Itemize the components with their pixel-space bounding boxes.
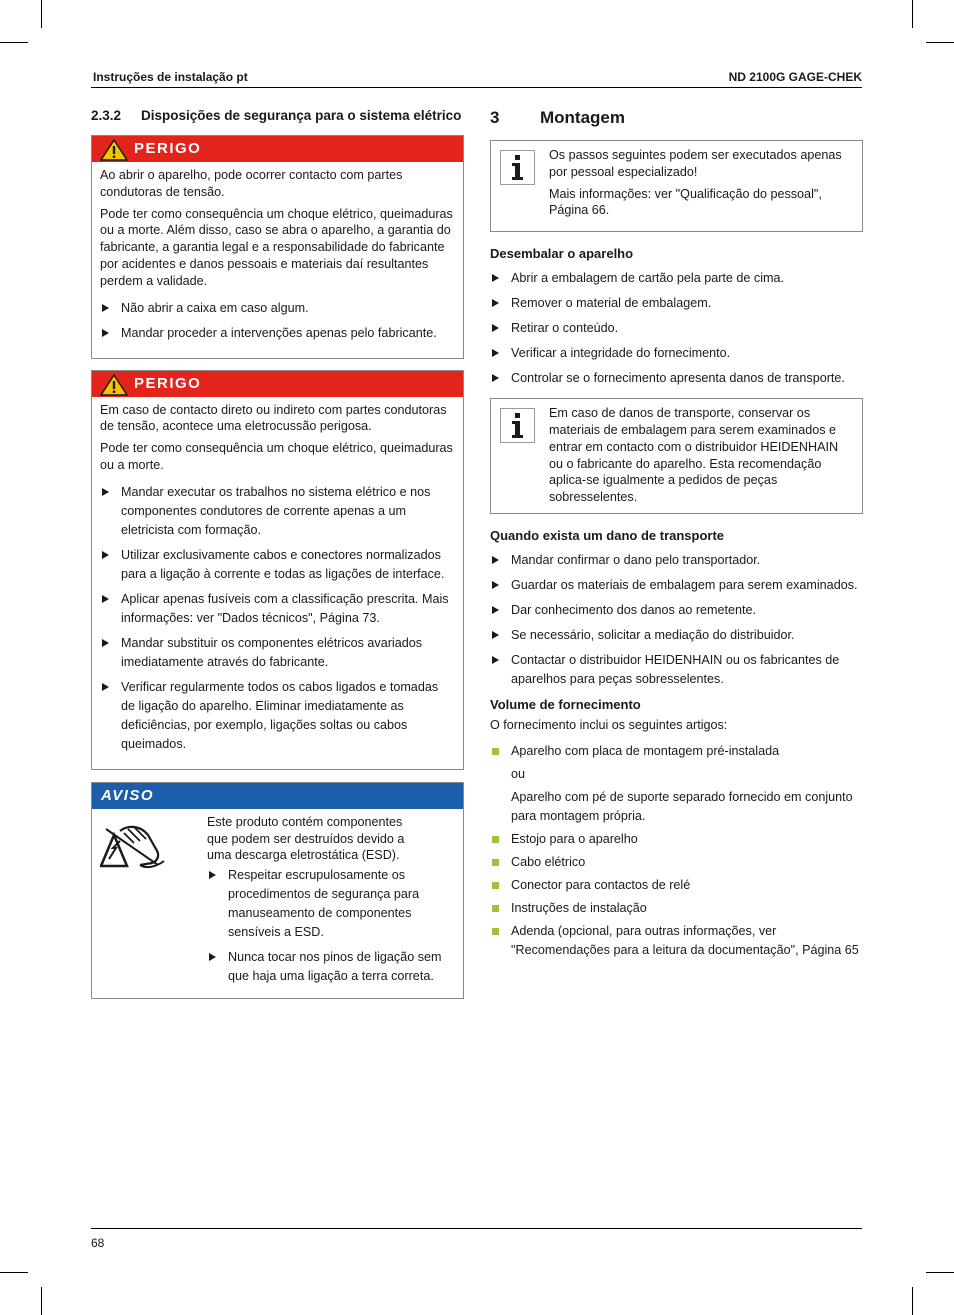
right-column xyxy=(490,107,863,964)
subheading-supply: Volume de fornecimento xyxy=(490,696,641,712)
info-icon xyxy=(500,408,535,443)
supply-or: ou xyxy=(511,766,526,781)
section-heading xyxy=(91,107,464,125)
notice-text: Este produto contém componentes que podem ser destruídos devido a uma descarga eletrostática (ESD). xyxy=(207,814,405,863)
crop-mark xyxy=(926,42,954,43)
header-right: ND 2100G GAGE-CHEK xyxy=(728,70,862,84)
list-item: Conector para contactos de relé xyxy=(490,876,863,895)
crop-mark xyxy=(0,1272,28,1273)
chapter-number: 3 xyxy=(490,108,500,127)
chapter-title: Montagem xyxy=(540,108,625,127)
danger-text: Ao abrir o aparelho, pode ocorrer contacto com partes condutoras de tensão. xyxy=(100,168,403,199)
danger-label: PERIGO xyxy=(134,374,202,392)
list-item: Contactar o distribuidor HEIDENHAIN ou os fabricantes de aparelhos para peças sobresselentes. xyxy=(490,651,863,689)
list-item xyxy=(490,742,863,826)
list-item: Estojo para o aparelho xyxy=(490,830,863,849)
crop-mark xyxy=(0,42,28,43)
list-item: Abrir a embalagem de cartão pela parte de cima. xyxy=(490,269,863,288)
list-item: Remover o material de embalagem. xyxy=(490,294,863,313)
info-box-2 xyxy=(490,398,863,514)
list-item: Controlar se o fornecimento apresenta danos de transporte. xyxy=(490,369,863,388)
danger-text: Em caso de contacto direto ou indireto com partes condutoras de tensão, acontece uma eletrocussão perigosa. xyxy=(100,402,447,434)
crop-mark xyxy=(41,0,42,28)
list-item: Utilizar exclusivamente cabos e conectores normalizados para a ligação à corrente e todas as ligações de interface. xyxy=(100,546,454,584)
list-item: Adenda (opcional, para outras informações, ver "Recomendações para a leitura da documentação", Página 65 xyxy=(490,922,863,960)
info-text: Mais informações: ver "Qualificação do pessoal", Página 66. xyxy=(549,186,822,218)
notice-box xyxy=(91,782,464,999)
running-header xyxy=(91,68,862,88)
list-item: Aplicar apenas fusíveis com a classificação prescrita. Mais informações: ver "Dados técnicos", Página 73. xyxy=(100,590,454,628)
crop-mark xyxy=(926,1272,954,1273)
warning-triangle-icon xyxy=(100,139,128,161)
subheading-unpack: Desembalar o aparelho xyxy=(490,246,634,262)
esd-icon xyxy=(100,821,166,871)
warning-triangle-icon xyxy=(100,374,128,396)
list-item: Mandar substituir os componentes elétricos avariados imediatamente através do fabricante. xyxy=(100,634,454,672)
section-title: Disposições de segurança para o sistema elétrico xyxy=(141,108,462,123)
list-item: Retirar o conteúdo. xyxy=(490,319,863,338)
notice-label: AVISO xyxy=(101,786,155,804)
danger-header xyxy=(92,136,463,162)
list-item: Cabo elétrico xyxy=(490,853,863,872)
danger-box-1 xyxy=(91,135,464,359)
info-text: Os passos seguintes podem ser executados apenas por pessoal especializado! xyxy=(549,148,842,179)
list-item: Mandar confirmar o dano pelo transportador. xyxy=(490,551,863,570)
danger-label: PERIGO xyxy=(134,140,202,157)
subheading-damage: Quando exista um dano de transporte xyxy=(490,527,725,543)
supply-intro: O fornecimento inclui os seguintes artigos: xyxy=(490,717,728,732)
info-text: Em caso de danos de transporte, conservar os materiais de embalagem para serem examinados e entrar em contacto com o distribuidor HEIDENHAIN ou o fabricante do aparelho. Esta recomendação aplica-se igualmente a pedidos de peças sobresselentes. xyxy=(549,406,839,505)
list-item: Não abrir a caixa em caso algum. xyxy=(100,299,454,318)
left-column xyxy=(91,107,464,999)
crop-mark xyxy=(912,0,913,28)
list-item: Verificar a integridade do fornecimento. xyxy=(490,344,863,363)
danger-text: Pode ter como consequência um choque elétrico, queimaduras ou a morte. xyxy=(100,441,453,472)
list-item: Instruções de instalação xyxy=(490,899,863,918)
info-box-1 xyxy=(490,140,863,232)
footer-rule xyxy=(91,1228,862,1229)
list-item: Mandar proceder a intervenções apenas pelo fabricante. xyxy=(100,324,454,343)
page-number: 68 xyxy=(91,1236,105,1250)
chapter-heading xyxy=(490,107,863,129)
section-number: 2.3.2 xyxy=(91,108,122,123)
list-item: Dar conhecimento dos danos ao remetente. xyxy=(490,601,863,620)
supply-alt: Aparelho com pé de suporte separado fornecido em conjunto para montagem própria. xyxy=(511,789,853,823)
list-item: Se necessário, solicitar a mediação do distribuidor. xyxy=(490,626,863,645)
crop-mark xyxy=(912,1287,913,1315)
list-item: Respeitar escrupulosamente os procedimentos de segurança para manuseamento de componentes sensíveis a ESD. xyxy=(207,866,455,942)
list-item: Guardar os materiais de embalagem para serem examinados. xyxy=(490,576,863,595)
list-item: Nunca tocar nos pinos de ligação sem que haja uma ligação a terra correta. xyxy=(207,948,455,986)
list-item: Mandar executar os trabalhos no sistema elétrico e nos componentes condutores de corrente apenas a um eletricista com formação. xyxy=(100,483,454,540)
danger-box-2 xyxy=(91,370,464,770)
crop-mark xyxy=(41,1287,42,1315)
notice-header xyxy=(92,783,463,809)
header-left: Instruções de instalação pt xyxy=(93,70,248,84)
danger-text: Pode ter como consequência um choque elétrico, queimaduras ou a morte. Além disso, caso se abra o aparelho, a garantia do fabricante, a garantia legal e a responsabilidade do fabricante por acidentes e danos pessoais e materiais daí resultantes perdem a validade. xyxy=(100,206,453,288)
supply-first: Aparelho com placa de montagem pré-instalada xyxy=(511,743,780,758)
info-icon xyxy=(500,150,535,185)
list-item: Verificar regularmente todos os cabos ligados e tomadas de ligação do aparelho. Eliminar imediatamente as deficiências, por exemplo, ligações soltas ou cabos queimados. xyxy=(100,678,454,754)
danger-header xyxy=(92,371,463,397)
